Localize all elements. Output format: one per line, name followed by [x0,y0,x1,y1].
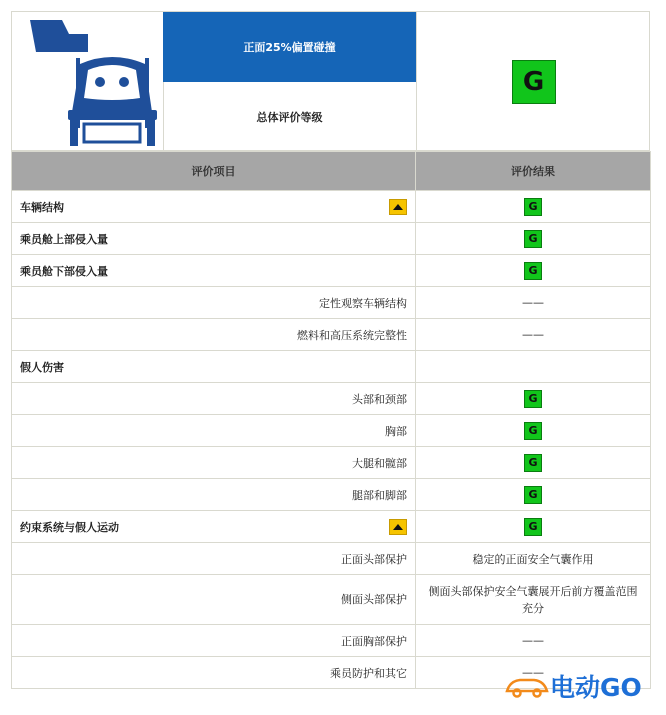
row-label: 定性观察车辆结构 [319,296,407,310]
row-result-cell [416,479,651,511]
row-item-cell [12,657,416,689]
overall-grade-cell [416,12,650,151]
grade-badge: G [524,486,542,504]
row-label: 假人伤害 [20,360,64,374]
row-label: 乘员舱上部侵入量 [20,232,108,246]
watermark-text: 电动GO [550,673,642,702]
row-item-cell [12,287,416,319]
row-result-cell [416,287,651,319]
table-row [12,543,651,575]
row-label: 燃料和高压系统完整性 [297,328,407,342]
table-row [12,479,651,511]
table-row [12,287,651,319]
table-row [12,191,651,223]
table-row [12,625,651,657]
row-item-cell [12,223,416,255]
table-row [12,415,651,447]
row-item-cell [12,625,416,657]
row-result-cell [416,223,651,255]
row-result-cell [416,447,651,479]
row-result-cell [416,543,651,575]
table-row [12,383,651,415]
table-row [12,575,651,625]
watermark [504,668,642,704]
result-dash: —— [522,328,544,341]
table-row [12,447,651,479]
row-result-cell [416,319,651,351]
table-row [12,319,651,351]
rating-panel [11,11,650,689]
grade-badge: G [524,198,542,216]
table-row [12,351,651,383]
result-dash: —— [522,666,544,679]
row-result-cell [416,511,651,543]
car-logo-icon [504,673,550,699]
rating-table [11,151,651,689]
row-item-cell [12,447,416,479]
row-label: 约束系统与假人运动 [20,520,119,534]
grade-badge: G [524,454,542,472]
row-label: 胸部 [385,424,407,438]
row-result-cell [416,575,651,625]
result-dash: —— [522,296,544,309]
row-item-cell [12,351,416,383]
test-title: 正面25%偏置碰撞 [163,12,416,82]
grade-badge: G [524,390,542,408]
row-label: 侧面头部保护 [341,593,407,606]
crash-test-icon [12,12,164,151]
result-text: 侧面头部保护安全气囊展开后前方覆盖范围充分 [428,584,638,615]
row-result-cell [416,255,651,287]
row-item-cell [12,415,416,447]
row-item-cell [12,255,416,287]
row-label: 车辆结构 [20,200,64,214]
warning-icon [389,519,407,535]
table-row [12,223,651,255]
row-item-cell [12,383,416,415]
row-result-cell [416,625,651,657]
row-result-cell [416,191,651,223]
row-item-cell [12,575,416,625]
grade-badge: G [524,262,542,280]
table-row [12,255,651,287]
row-item-cell [12,511,416,543]
row-label: 乘员舱下部侵入量 [20,264,108,278]
row-item-cell [12,191,416,223]
row-label: 乘员防护和其它 [330,666,407,680]
row-label: 正面胸部保护 [341,634,407,648]
row-result-cell [416,351,651,383]
column-header-item: 评价项目 [12,152,416,191]
table-row [12,511,651,543]
overall-grade-badge: G [512,60,556,104]
result-dash: —— [522,634,544,647]
table-header-row [12,152,651,191]
overall-rating-label: 总体评价等级 [256,110,323,124]
grade-badge: G [524,230,542,248]
row-result-cell [416,415,651,447]
warning-icon [389,199,407,215]
row-item-cell [12,543,416,575]
row-item-cell [12,479,416,511]
column-header-result: 评价结果 [416,152,651,191]
header-block [11,11,650,151]
row-item-cell [12,319,416,351]
grade-badge: G [524,422,542,440]
row-label: 大腿和髋部 [352,456,407,470]
result-text: 稳定的正面安全气囊作用 [472,552,594,566]
row-label: 腿部和脚部 [352,488,407,502]
grade-badge: G [524,518,542,536]
row-label: 正面头部保护 [341,552,407,566]
row-label: 头部和颈部 [352,392,407,406]
row-result-cell [416,383,651,415]
